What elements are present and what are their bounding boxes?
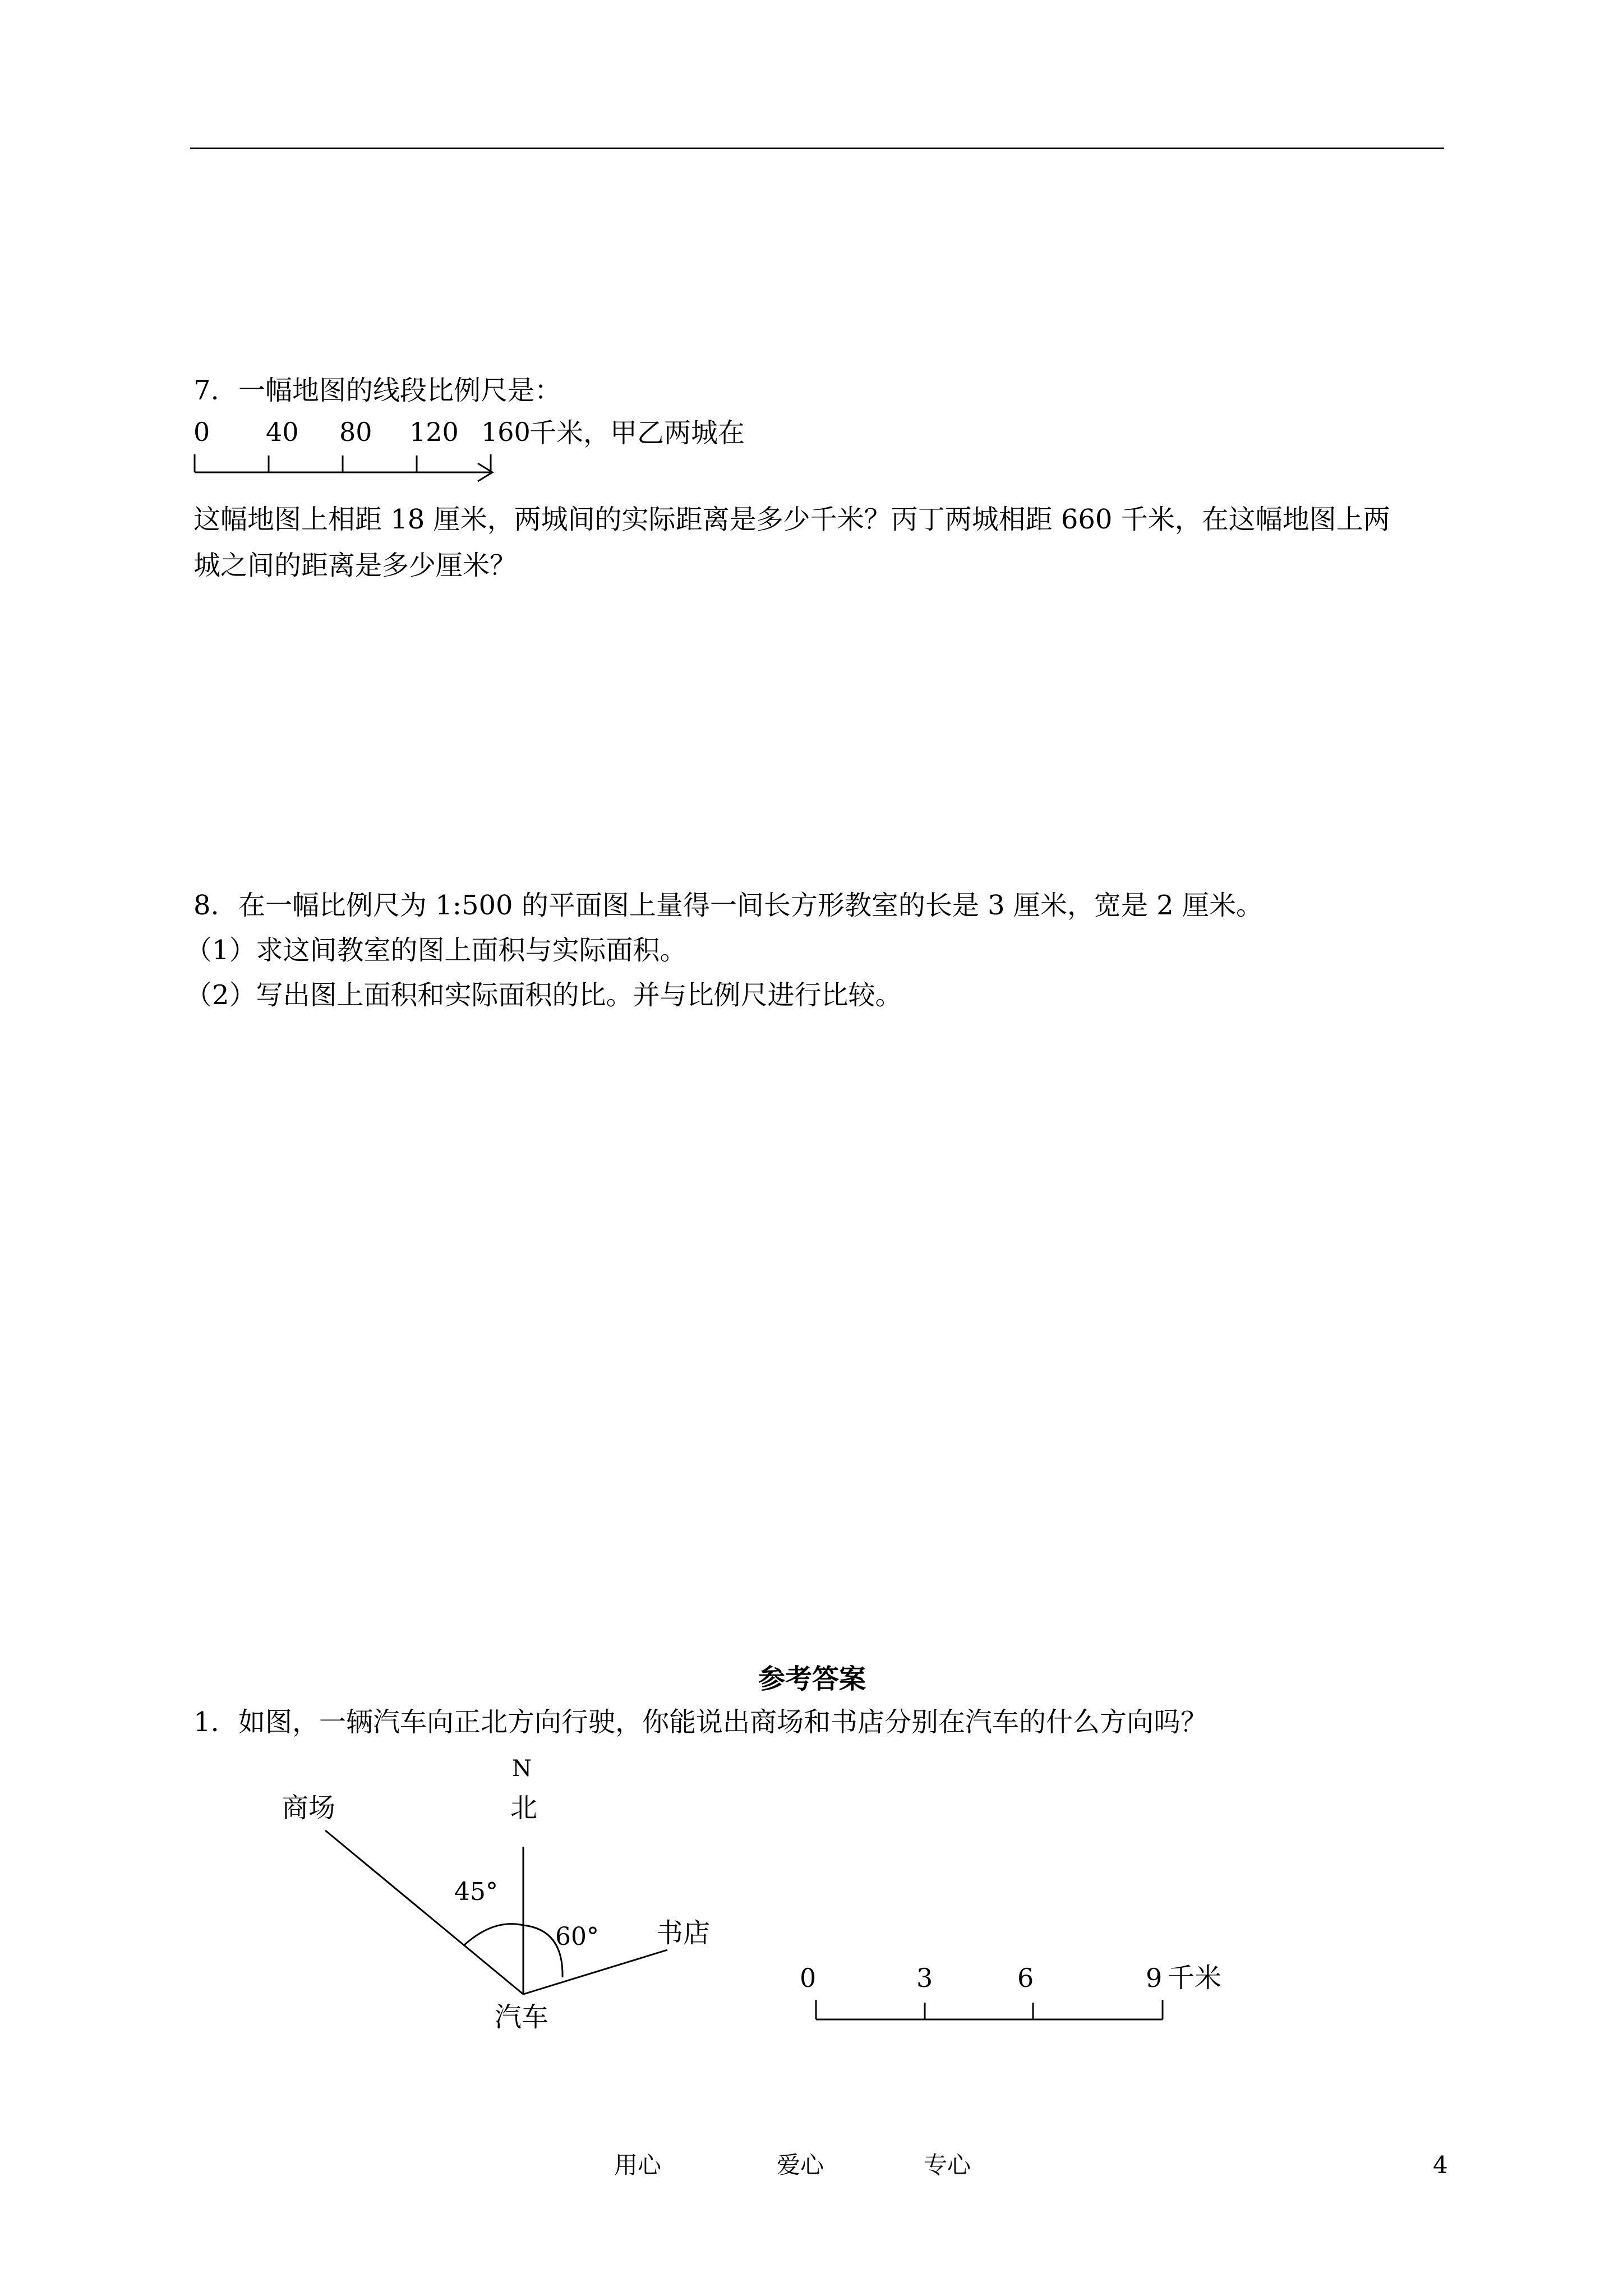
q7-line1: 这幅地图上相距 18 厘米，两城间的实际距离是多少千米？丙丁两城相距 660 千米，在这幅地图上两	[193, 504, 1390, 535]
q8-label: 8.	[193, 890, 219, 921]
footer-right: 专心	[924, 2151, 971, 2179]
bookstore-ray	[523, 1950, 667, 1994]
q7-line2: 城之间的距离是多少厘米？	[193, 550, 517, 581]
bookstore-label: 书店	[656, 1917, 711, 1949]
q7-scale-tick-80: 80	[339, 417, 372, 447]
q7-scale-bar	[195, 454, 492, 481]
q8-sub1: （1）求这间教室的图上面积与实际面积。	[185, 935, 687, 966]
answer-scale-bar	[816, 2000, 1163, 2019]
car-label: 汽车	[495, 2001, 549, 2033]
q7-scale-tick-160: 160	[481, 417, 531, 447]
answer-scale-unit: 千米	[1168, 1962, 1222, 1994]
footer-left: 用心	[614, 2151, 662, 2179]
mall-label: 商场	[282, 1792, 336, 1824]
answer-scale-tick-6: 6	[1017, 1963, 1034, 1993]
direction-diagram	[325, 1830, 667, 1994]
answer-scale-tick-9: 9	[1146, 1963, 1163, 1993]
q7-scale-tick-0: 0	[193, 417, 210, 447]
north-letter: N	[512, 1756, 532, 1782]
q7-scale-tick-40: 40	[266, 417, 299, 447]
answer1-text: 如图，一辆汽车向正北方向行驶，你能说出商场和书店分别在汽车的什么方向吗？	[238, 1706, 1208, 1738]
answers-title: 参考答案	[758, 1663, 866, 1695]
q7-scale-unit-tail: 千米，甲乙两城在	[529, 417, 745, 449]
q7-intro: 一幅地图的线段比例尺是：	[238, 375, 562, 406]
angle-arc-45	[464, 1924, 523, 1945]
q7-label: 7.	[193, 375, 219, 406]
angle-45-label: 45°	[454, 1878, 498, 1906]
q8-sub2: （2）写出图上面积和实际面积的比。并与比例尺进行比较。	[185, 979, 902, 1011]
answer-scale-tick-0: 0	[800, 1963, 817, 1993]
q7-scale-tick-120: 120	[409, 417, 459, 447]
footer-middle: 爱心	[777, 2151, 824, 2179]
answer1-label: 1.	[193, 1706, 219, 1738]
answer-scale-tick-3: 3	[916, 1963, 933, 1993]
q8-intro: 在一幅比例尺为 1:500 的平面图上量得一间长方形教室的长是 3 厘米，宽是 2 厘米。	[238, 890, 1263, 921]
north-label: 北	[510, 1792, 538, 1824]
angle-60-label: 60°	[555, 1922, 599, 1951]
mall-ray	[325, 1830, 523, 1994]
page-number: 4	[1433, 2151, 1448, 2179]
